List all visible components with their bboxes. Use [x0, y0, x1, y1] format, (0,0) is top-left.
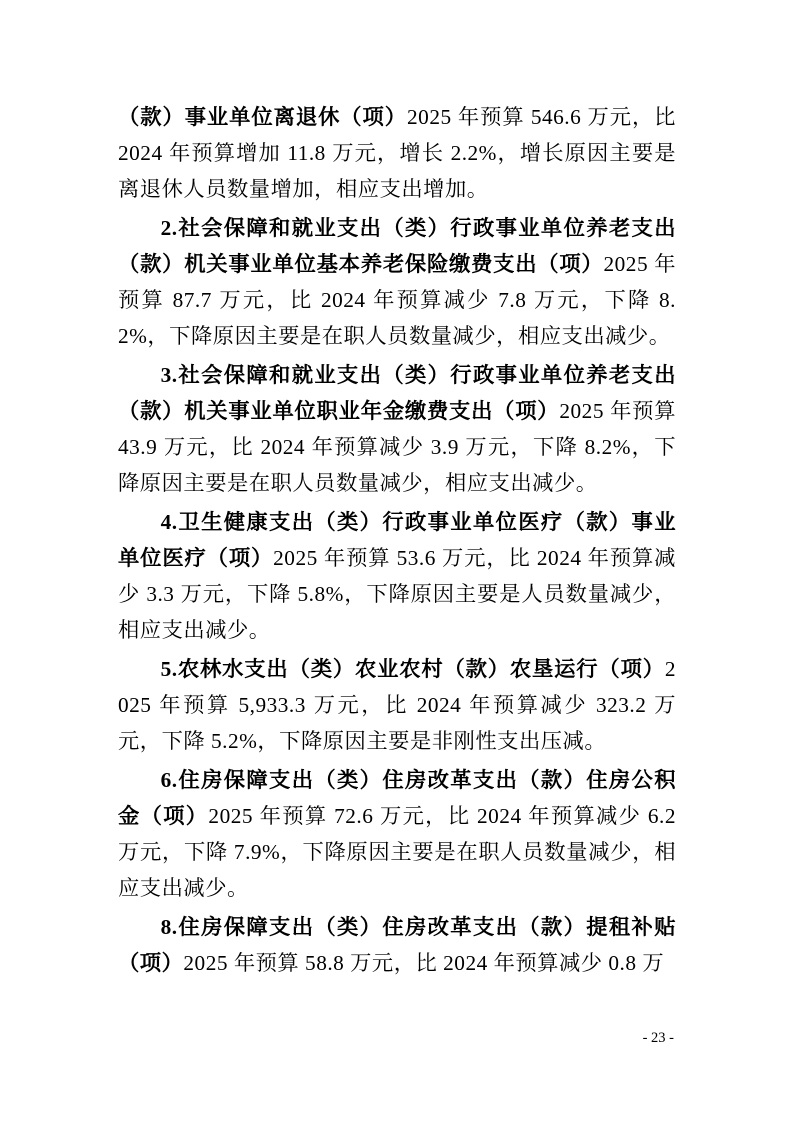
budget-paragraph-text: 2025 年预算 72.6 万元，比 2024 年预算减少 6.2 万元，下降 7.9%，下降原因主要是在职人员数量减少，相应支出减少。: [118, 804, 676, 900]
budget-category-label: 6.住房保障支出（类）住房改革支出（款）住房公积金（项）: [118, 768, 676, 828]
budget-paragraph-text: 2025 年预算 58.8 万元，比 2024 年预算减少 0.8 万: [183, 951, 665, 975]
budget-category-label: （款）事业单位离退休（项）: [118, 105, 408, 129]
budget-category-label: 8.住房保障支出（类）住房改革支出（款）提租补贴（项）: [118, 915, 676, 975]
budget-category-label: 5.农林水支出（类）农业农村（款）农垦运行（项）: [160, 657, 665, 681]
budget-category-label: 2.社会保障和就业支出（类）行政事业单位养老支出（款）机关事业单位基本养老保险缴费支出（项）: [118, 216, 676, 276]
budget-paragraph-text: 2025 年预算 5,933.3 万元，比 2024 年预算减少 323.2 万元，下降 5.2%，下降原因主要是非刚性支出压减。: [118, 657, 676, 753]
budget-paragraph: [118, 762, 676, 906]
budget-paragraph-text: 2025 年预算 43.9 万元，比 2024 年预算减少 3.9 万元，下降 8.2%，下降原因主要是在职人员数量减少，相应支出减少。: [118, 399, 676, 495]
page-number: - 23 -: [642, 1030, 674, 1046]
budget-paragraph-text: 2025 年预算 87.7 万元，比 2024 年预算减少 7.8 万元，下降 8.2%，下降原因主要是在职人员数量减少，相应支出减少。: [118, 252, 676, 348]
document-body: [118, 99, 676, 984]
budget-paragraph-text: 2025 年预算 546.6 万元，比 2024 年预算增加 11.8 万元，增长 2.2%，增长原因主要是离退休人员数量增加，相应支出增加。: [118, 105, 676, 201]
budget-paragraph-text: 2025 年预算 53.6 万元，比 2024 年预算减少 3.3 万元，下降 5.8%，下降原因主要是人员数量减少，相应支出减少。: [118, 546, 676, 642]
budget-paragraph: [118, 651, 676, 759]
budget-paragraph: [118, 210, 676, 354]
budget-category-label: 4.卫生健康支出（类）行政事业单位医疗（款）事业单位医疗（项）: [118, 510, 676, 570]
budget-paragraph: [118, 504, 676, 648]
budget-paragraph: [118, 909, 676, 981]
budget-paragraph: [118, 99, 676, 207]
budget-category-label: 3.社会保障和就业支出（类）行政事业单位养老支出（款）机关事业单位职业年金缴费支出（项）: [118, 363, 676, 423]
budget-paragraph: [118, 357, 676, 501]
